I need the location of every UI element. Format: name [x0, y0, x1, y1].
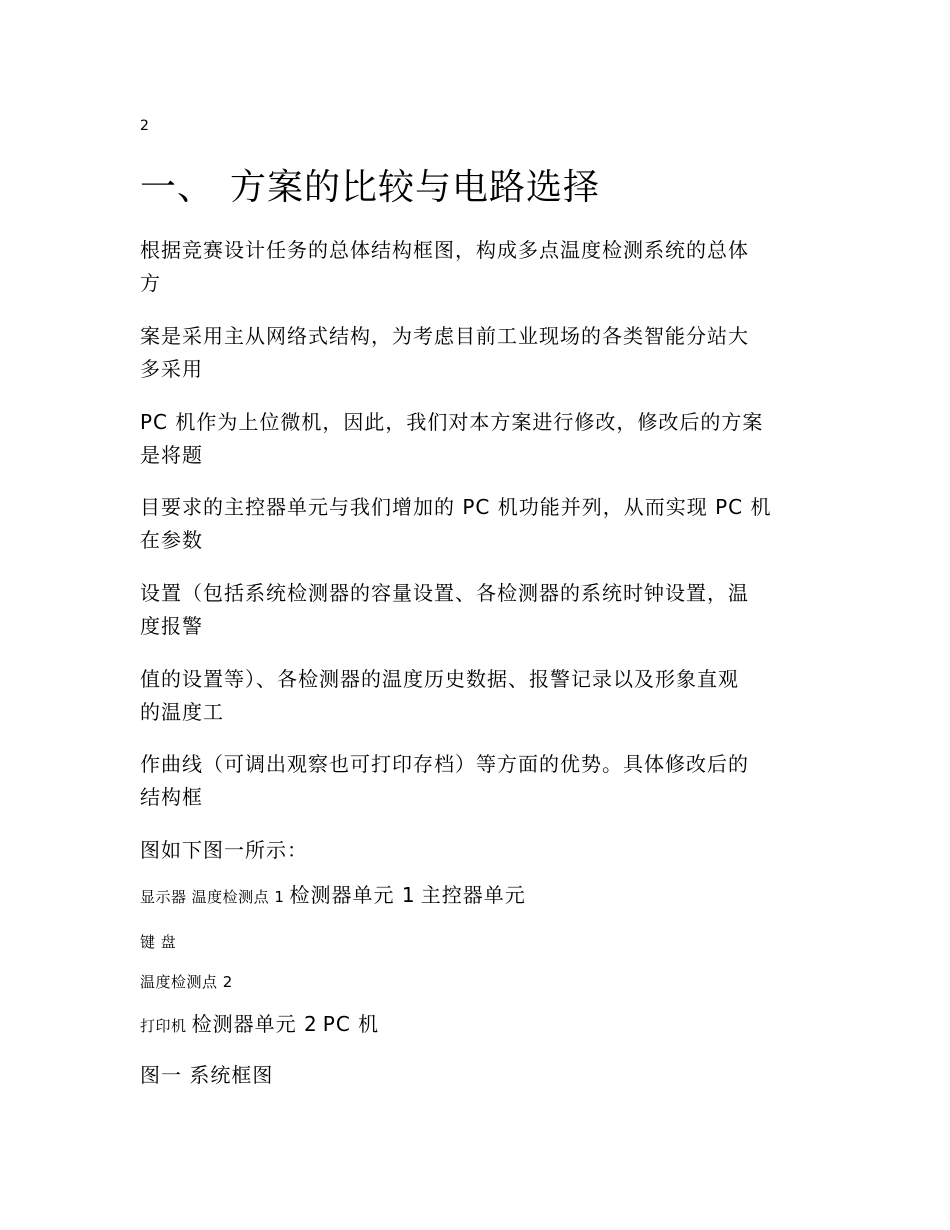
display-label: 显示器 — [140, 888, 187, 906]
paragraph-line: 设置（包括系统检测器的容量设置、各检测器的系统时钟设置，温 — [140, 581, 749, 605]
paragraph-line: 案是采用主从网络式结构，为考虑目前工业现场的各类智能分站大 — [140, 324, 749, 348]
figure-label: 图一 — [140, 1063, 182, 1087]
paragraph-line: 是将题 — [140, 443, 203, 467]
paragraph-line: 值的设置等）、各检测器的温度历史数据、报警记录以及形象直观 — [140, 667, 739, 691]
pc-label: PC 机 — [322, 1012, 380, 1036]
figure-title: 系统框图 — [189, 1063, 274, 1087]
paragraph-line: 的温度工 — [140, 700, 224, 724]
paragraph-5 — [140, 577, 820, 643]
diagram-row-2 — [140, 1012, 379, 1038]
figure-caption — [140, 1060, 273, 1090]
paragraph-line: 多采用 — [140, 357, 203, 381]
section-heading — [140, 164, 600, 212]
detector-1-label: 检测器单元 1 — [289, 883, 416, 907]
paragraph-4 — [140, 491, 820, 557]
sensor-2-label: 温度检测点 2 — [140, 973, 233, 991]
paragraph-8 — [140, 834, 820, 867]
paragraph-line: 结构框 — [140, 785, 203, 809]
paragraph-line: 图如下图一所示： — [140, 838, 308, 862]
printer-label: 打印机 — [140, 1017, 187, 1035]
paragraph-6 — [140, 663, 820, 729]
sensor-1-label: 温度检测点 1 — [191, 888, 285, 906]
paragraph-1 — [140, 234, 820, 300]
paragraph-line: PC 机作为上位微机，因此，我们对本方案进行修改，修改后的方案 — [140, 410, 764, 434]
paragraph-2 — [140, 320, 820, 386]
keyboard-label: 键 盘 — [140, 933, 177, 951]
paragraph-line: 目要求的主控器单元与我们增加的 PC 机功能并列，从而实现 PC 机 — [140, 495, 772, 519]
paragraph-3 — [140, 406, 820, 472]
detector-2-label: 检测器单元 2 — [191, 1012, 318, 1036]
master-controller-label: 主控器单元 — [420, 883, 526, 907]
paragraph-line: 作曲线（可调出观察也可打印存档）等方面的优势。具体修改后的 — [140, 752, 749, 776]
section-title: 方案的比较与电路选择 — [230, 167, 601, 208]
paragraph-7 — [140, 748, 820, 814]
paragraph-line: 度报警 — [140, 614, 203, 638]
paragraph-line: 在参数 — [140, 528, 203, 552]
diagram-row-1 — [140, 883, 526, 909]
page-number: 2 — [140, 118, 149, 134]
paragraph-line: 根据竞赛设计任务的总体结构框图，构成多点温度检测系统的总体 — [140, 238, 749, 262]
section-number: 一、 — [140, 167, 215, 208]
paragraph-line: 方 — [140, 271, 161, 295]
